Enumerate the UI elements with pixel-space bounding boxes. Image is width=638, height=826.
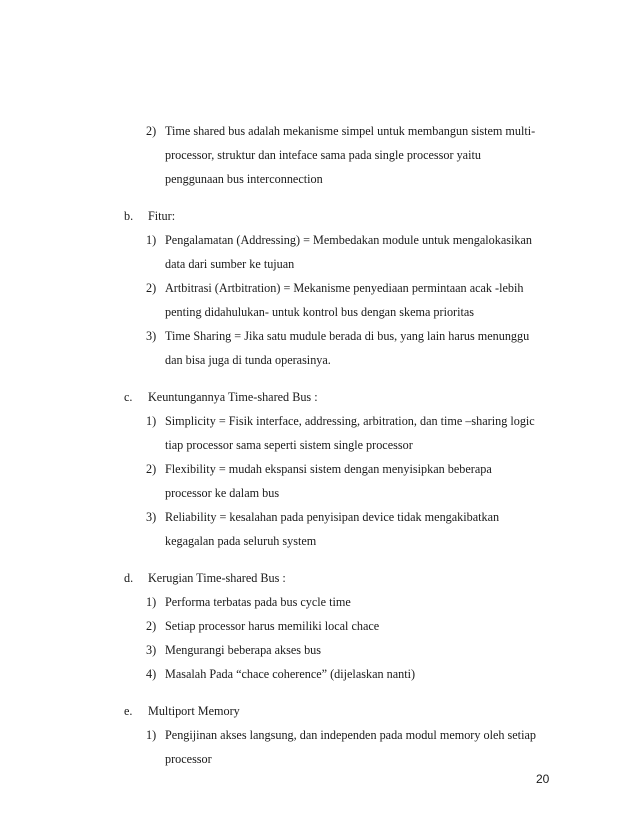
item-line: Mengurangi beberapa akses bus xyxy=(165,643,322,657)
item-number: 4) xyxy=(146,667,157,681)
list-item xyxy=(124,640,552,660)
item-line: tiap processor sama seperti sistem single processor xyxy=(165,438,413,452)
item-number: 2) xyxy=(146,124,157,138)
section-letter: d. xyxy=(124,571,134,585)
item-line: Reliability = kesalahan pada penyisipan device tidak mengakibatkan xyxy=(165,510,500,524)
item-number: 2) xyxy=(146,281,157,295)
item-line: Performa terbatas pada bus cycle time xyxy=(165,595,351,609)
item-line: dan bisa juga di tunda operasinya. xyxy=(165,353,331,367)
section-title: Kerugian Time-shared Bus : xyxy=(148,571,286,585)
item-line: Pengijinan akses langsung, dan independen pada modul memory oleh setiap xyxy=(165,728,536,742)
item-line: Setiap processor harus memiliki local chace xyxy=(165,619,380,633)
list-item xyxy=(124,507,552,551)
section-e xyxy=(124,701,552,769)
item-line: penggunaan bus interconnection xyxy=(165,172,323,186)
document-body xyxy=(124,121,552,769)
list-item xyxy=(124,121,552,189)
list-item xyxy=(124,411,552,455)
item-number: 1) xyxy=(146,595,157,609)
section-c xyxy=(124,387,552,551)
list-item xyxy=(124,592,552,612)
section-letter: c. xyxy=(124,390,133,404)
list-item xyxy=(124,326,552,370)
item-line: Artbitrasi (Artbitration) = Mekanisme penyediaan permintaan acak -lebih xyxy=(165,281,524,295)
item-line: processor, struktur dan inteface sama pada single processor yaitu xyxy=(165,148,481,162)
item-number: 3) xyxy=(146,329,157,343)
item-number: 3) xyxy=(146,510,157,524)
item-line: Flexibility = mudah ekspansi sistem dengan menyisipkan beberapa xyxy=(165,462,492,476)
list-item xyxy=(124,230,552,274)
page-number: 20 xyxy=(536,772,550,786)
item-line: Time Sharing = Jika satu mudule berada di bus, yang lain harus menunggu xyxy=(165,329,530,343)
item-line: data dari sumber ke tujuan xyxy=(165,257,295,271)
section-title: Multiport Memory xyxy=(148,704,240,718)
list-item xyxy=(124,725,552,769)
item-line: processor xyxy=(165,752,212,766)
section-title: Fitur: xyxy=(148,209,176,223)
continuation-block xyxy=(124,121,552,189)
section-b xyxy=(124,206,552,370)
section-d xyxy=(124,568,552,684)
list-item xyxy=(124,278,552,322)
section-letter: b. xyxy=(124,209,134,223)
list-item xyxy=(124,616,552,636)
item-line: kegagalan pada seluruh system xyxy=(165,534,317,548)
section-letter: e. xyxy=(124,704,133,718)
item-number: 3) xyxy=(146,643,157,657)
item-number: 2) xyxy=(146,619,157,633)
item-line: Masalah Pada “chace coherence” (dijelaskan nanti) xyxy=(165,667,416,681)
item-number: 1) xyxy=(146,414,157,428)
item-line: Simplicity = Fisik interface, addressing, arbitration, dan time –sharing logic xyxy=(165,414,535,428)
item-number: 2) xyxy=(146,462,157,476)
item-number: 1) xyxy=(146,728,157,742)
section-title: Keuntungannya Time-shared Bus : xyxy=(148,390,318,404)
item-line: penting didahulukan- untuk kontrol bus dengan skema prioritas xyxy=(165,305,475,319)
list-item xyxy=(124,664,552,684)
item-line: processor ke dalam bus xyxy=(165,486,280,500)
list-item xyxy=(124,459,552,503)
item-line: Pengalamatan (Addressing) = Membedakan module untuk mengalokasikan xyxy=(165,233,532,247)
item-number: 1) xyxy=(146,233,157,247)
item-line: Time shared bus adalah mekanisme simpel untuk membangun sistem multi- xyxy=(165,124,536,138)
